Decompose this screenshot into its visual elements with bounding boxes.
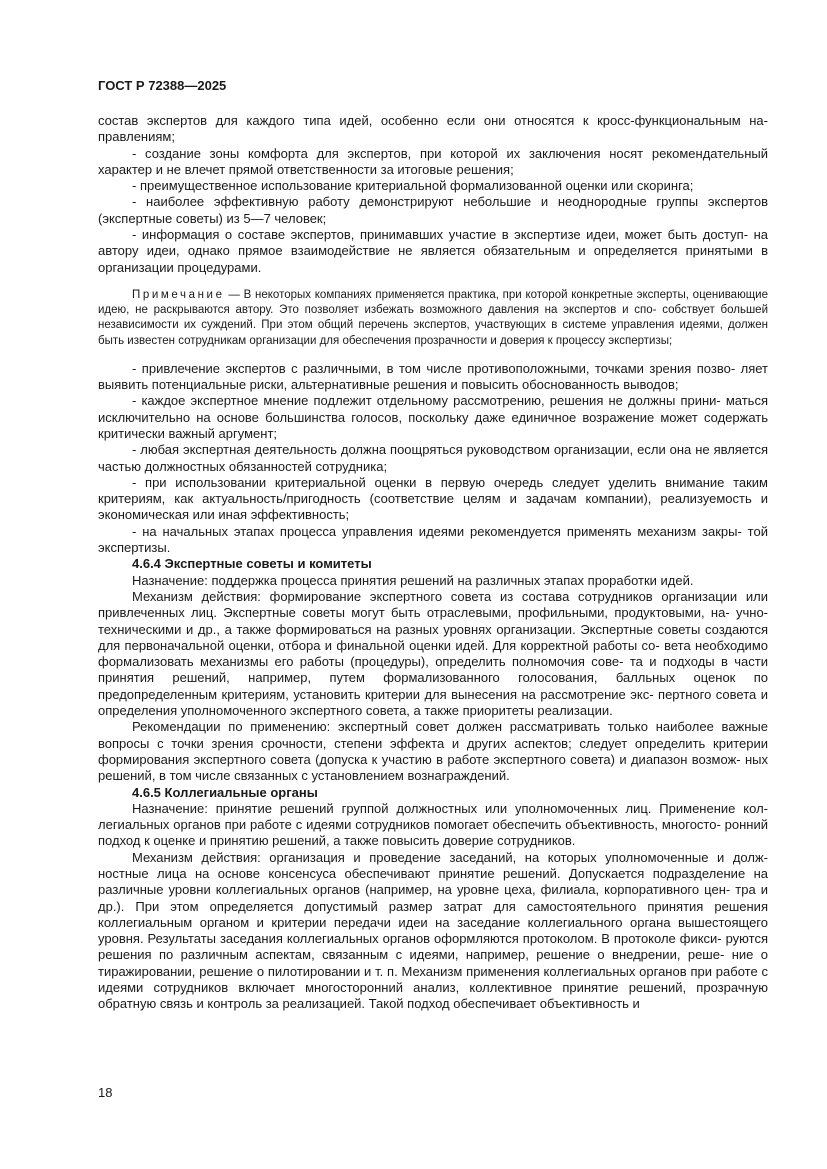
list-item: - информация о составе экспертов, принимавших участие в экспертизе идеи, может быть доступ- на автору идеи, однако прямое взаимодействие не является обязательным и определяется принятыми в организации процедурами. (98, 227, 768, 275)
paragraph: Механизм действия: формирование экспертного совета из состава сотрудников организации или привлеченных лиц. Экспертные советы могут быть отраслевыми, профильными, продуктовыми, на- учно-техническими и др., а также формироваться на разных уровнях организации. Экспертные советы создаются для первоначальной оценки, отбора и финальной оценки идей. Для корректной работы со- вета необходимо формализовать механизмы его работы (процедуры), определить полномочия сове- та и подходы в части принятия решений, например, путем формализованного голосования, балльных оценок по предопределенным критериям, установить критерии для вынесения на рассмотрение экс- пертного совета и определения уполномоченного экспертного совета, а также приоритеты реализации. (98, 588, 768, 719)
list-item: - любая экспертная деятельность должна поощряться руководством организации, если она не является частью должностных обязанностей сотрудника; (98, 442, 768, 474)
list-item: - создание зоны комфорта для экспертов, при которой их заключения носят рекомендательный характер и не влечет прямой ответственности за итоговые решения; (98, 145, 768, 177)
note-label: Примечание (132, 288, 225, 301)
section-heading-4-6-5: 4.6.5 Коллегиальные органы (132, 784, 318, 800)
list-item: - наиболее эффективную работу демонстрируют небольшие и неоднородные группы экспертов (экспертные советы) из 5—7 человек; (98, 194, 768, 226)
list-item: - при использовании критериальной оценки в первую очередь следует уделить внимание таким критериям, как актуальность/пригодность (соответствие целям и задачам компании), реализуемость и экономическая или иная эффективность; (98, 474, 768, 523)
note (98, 288, 768, 349)
note-text: — В некоторых компаниях применяется практика, при которой конкретные эксперты, оценивающие идею, не раскрываются автору. Это позволяет избежать возможного давления на экспертов и спо- собствует большей независимости их суждений. При этом общий перечень экспертов, участвующих в системе управления идеями, должен быть известен сотрудникам организации для обеспечения прозрачности и доверия к процессу экспертизы; (98, 288, 768, 347)
list-item: - привлечение экспертов с различными, в том числе противоположными, точками зрения позво- ляет выявить потенциальные риски, альтернативные решения и повысить обоснованность выводов; (98, 360, 768, 393)
document-header: ГОСТ Р 72388—2025 (98, 78, 227, 93)
paragraph: Назначение: поддержка процесса принятия решений на различных этапах проработки идей. (132, 572, 694, 588)
paragraph: Назначение: принятие решений группой должностных или уполномоченных лиц. Применение кол- легиальных органов при работе с идеями сотрудников помогает обеспечить объективность, многосто- ронний подход к оценке и принятию решений, а также повысить доверие сотрудников. (98, 800, 768, 849)
page-number: 18 (98, 1085, 113, 1100)
paragraph: Рекомендации по применению: экспертный совет должен рассматривать только наиболее важные вопросы с точки зрения срочности, степени эффекта и других аспектов; следует определить критерии формирования экспертного совета (допуска к участию в работе экспертного совета) и диапазон возмож- ных решений, в том числе связанных с установлением вознаграждений. (98, 719, 768, 784)
paragraph: Механизм действия: организация и проведение заседаний, на которых уполномоченные и долж- ностные лица на основе консенсуса обеспечивают принятие решений. Допускается подразделение на различные уровни коллегиальных органов (например, на уровне цеха, филиала, корпоративного цен- тра и др.). При этом определяется допустимый размер затрат для самостоятельного принятия решения коллегиальным органом и критерии передачи идеи на заседание коллегиального органа вышестоящего уровня. Результаты заседания коллегиальных органов оформляются протоколом. В протоколе фикси- руются решения по различным аспектам, связанным с идеями, например, решение о внедрении, реше- ние о тиражировании, решение о пилотировании и т. п. Механизм применения коллегиальных органов при работе с идеями сотрудников включает многосторонний анализ, коллективное принятие решений, прозрачную обратную связь и контроль за реализацией. Такой подход обеспечивает объективность и (98, 849, 768, 1012)
section-heading-4-6-4: 4.6.4 Экспертные советы и комитеты (132, 556, 372, 572)
list-item: - преимущественное использование критериальной формализованной оценки или скоринга; (132, 178, 694, 194)
page-body (98, 113, 768, 1013)
list-item: - каждое экспертное мнение подлежит отдельному рассмотрению, решения не должны прини- маться исключительно на основе большинства голосов, поскольку даже единичное возражение может содержать критически важный аргумент; (98, 393, 768, 441)
paragraph: состав экспертов для каждого типа идей, особенно если они относятся к кросс-функциональным на- правлениям; (98, 113, 768, 145)
list-item: - на начальных этапах процесса управления идеями рекомендуется применять механизм закры- той экспертизы. (98, 523, 768, 556)
